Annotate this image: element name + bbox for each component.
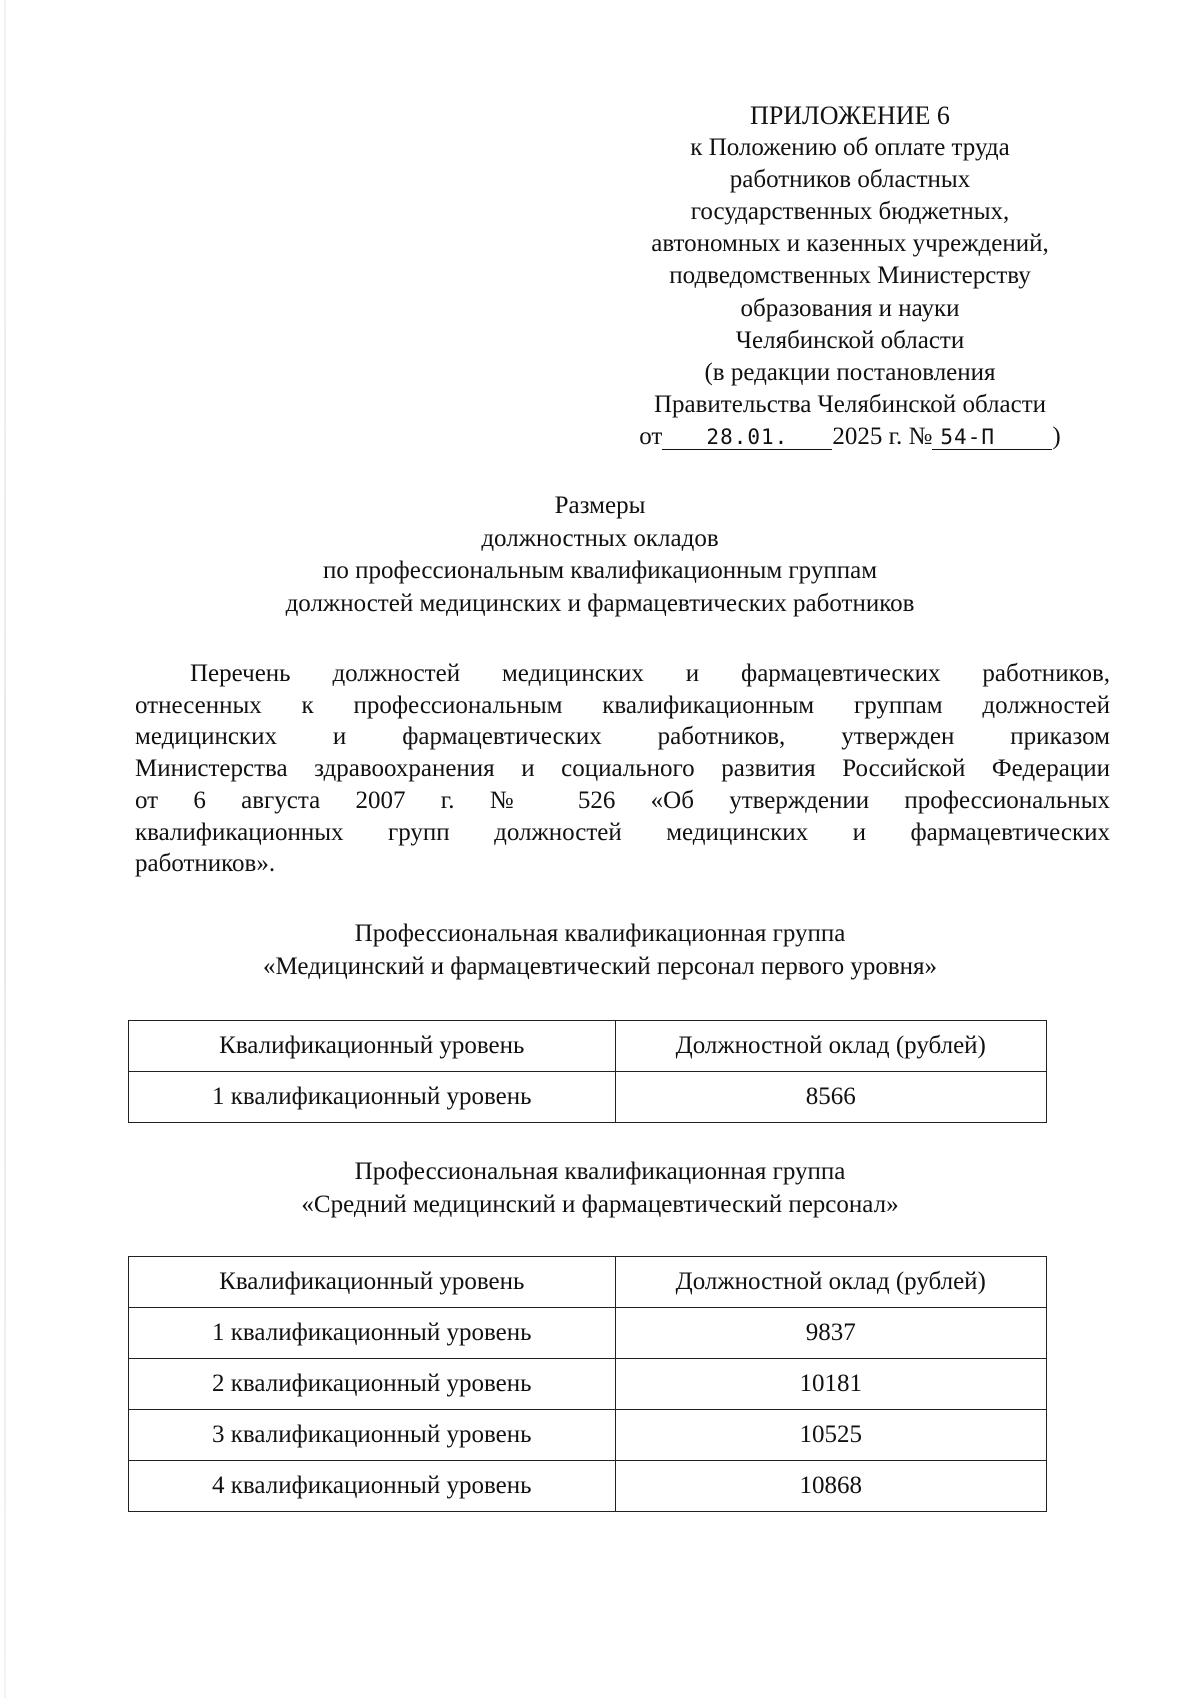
table-row <box>129 1410 1047 1461</box>
group-title-first-level <box>140 918 1060 983</box>
salary-cell: 10868 <box>615 1461 1046 1512</box>
appendix-line: Челябинской области <box>735 326 965 354</box>
header-cell-salary: Должностной оклад (рублей) <box>615 1021 1046 1072</box>
heading-line: Размеры <box>554 492 646 519</box>
order-suffix: ) <box>1052 422 1061 450</box>
appendix-line: государственных бюджетных, <box>690 198 1010 226</box>
appendix-line: Правительства Челябинской области <box>653 390 1047 418</box>
order-reference <box>615 421 1085 453</box>
order-year: 2025 г. № <box>832 422 933 450</box>
intro-line: Министерства здравоохранения и социального развития Российской Федерации <box>135 755 1110 783</box>
salary-cell: 9837 <box>615 1308 1046 1359</box>
appendix-line: (в редакции постановления <box>704 358 996 386</box>
level-cell: 2 квалификационный уровень <box>129 1359 616 1410</box>
level-cell: 1 квалификационный уровень <box>129 1072 616 1123</box>
salary-table-first-level <box>128 1020 1047 1123</box>
group-title-line: «Средний медицинский и фармацевтический персонал» <box>301 1190 899 1218</box>
order-number-field <box>932 425 1052 450</box>
appendix-block <box>615 100 1085 453</box>
heading-line: должностных окладов <box>481 524 719 552</box>
appendix-line: подведомственных Министерству <box>669 262 1031 290</box>
intro-line: от 6 августа 2007 г. № 526 «Об утверждении профессиональных <box>135 786 1110 814</box>
intro-line: квалификационных групп должностей медицинских и фармацевтических <box>135 818 1110 846</box>
group-title-line: Профессиональная квалификационная группа <box>354 1158 846 1185</box>
group-title-line: «Медицинский и фармацевтический персонал первого уровня» <box>262 952 938 980</box>
intro-line: Перечень должностей медицинских и фармацевтических работников, <box>190 660 1110 687</box>
appendix-line: автономных и казенных учреждений, <box>651 230 1049 258</box>
table-row <box>129 1359 1047 1410</box>
salary-cell: 10181 <box>615 1359 1046 1410</box>
intro-paragraph <box>135 658 1110 880</box>
scan-margin-artifact <box>4 0 6 1698</box>
order-prefix: от <box>639 422 663 450</box>
salary-cell: 8566 <box>615 1072 1046 1123</box>
salary-cell: 10525 <box>615 1410 1046 1461</box>
header-cell-level: Квалификационный уровень <box>129 1257 616 1308</box>
header-cell-level: Квалификационный уровень <box>129 1021 616 1072</box>
order-number: 54-П <box>940 424 995 449</box>
intro-line: работников». <box>135 850 276 878</box>
table-header-row <box>129 1257 1047 1308</box>
table-row <box>129 1308 1047 1359</box>
heading-line: по профессиональным квалификационным группам <box>322 557 878 584</box>
order-date-field <box>662 425 832 450</box>
appendix-line: образования и науки <box>740 294 960 322</box>
table-row <box>129 1461 1047 1512</box>
header-cell-salary: Должностной оклад (рублей) <box>615 1257 1046 1308</box>
level-cell: 1 квалификационный уровень <box>129 1308 616 1359</box>
table-row <box>129 1072 1047 1123</box>
appendix-line: работников областных <box>729 166 971 194</box>
salary-table-middle-level <box>128 1256 1047 1512</box>
heading-line: должностей медицинских и фармацевтических работников <box>285 589 915 617</box>
group-title-middle-level <box>140 1156 1060 1221</box>
table-header-row <box>129 1021 1047 1072</box>
appendix-title: ПРИЛОЖЕНИЕ 6 <box>750 101 950 130</box>
appendix-line: к Положению об оплате труда <box>690 134 1010 162</box>
order-date: 28.01. <box>706 424 789 449</box>
document-heading <box>140 490 1060 620</box>
level-cell: 3 квалификационный уровень <box>129 1410 616 1461</box>
intro-line: медицинских и фармацевтических работников, утвержден приказом <box>135 723 1110 751</box>
level-cell: 4 квалификационный уровень <box>129 1461 616 1512</box>
group-title-line: Профессиональная квалификационная группа <box>354 920 846 947</box>
intro-line: отнесенных к профессиональным квалификационным группам должностей <box>135 691 1110 719</box>
